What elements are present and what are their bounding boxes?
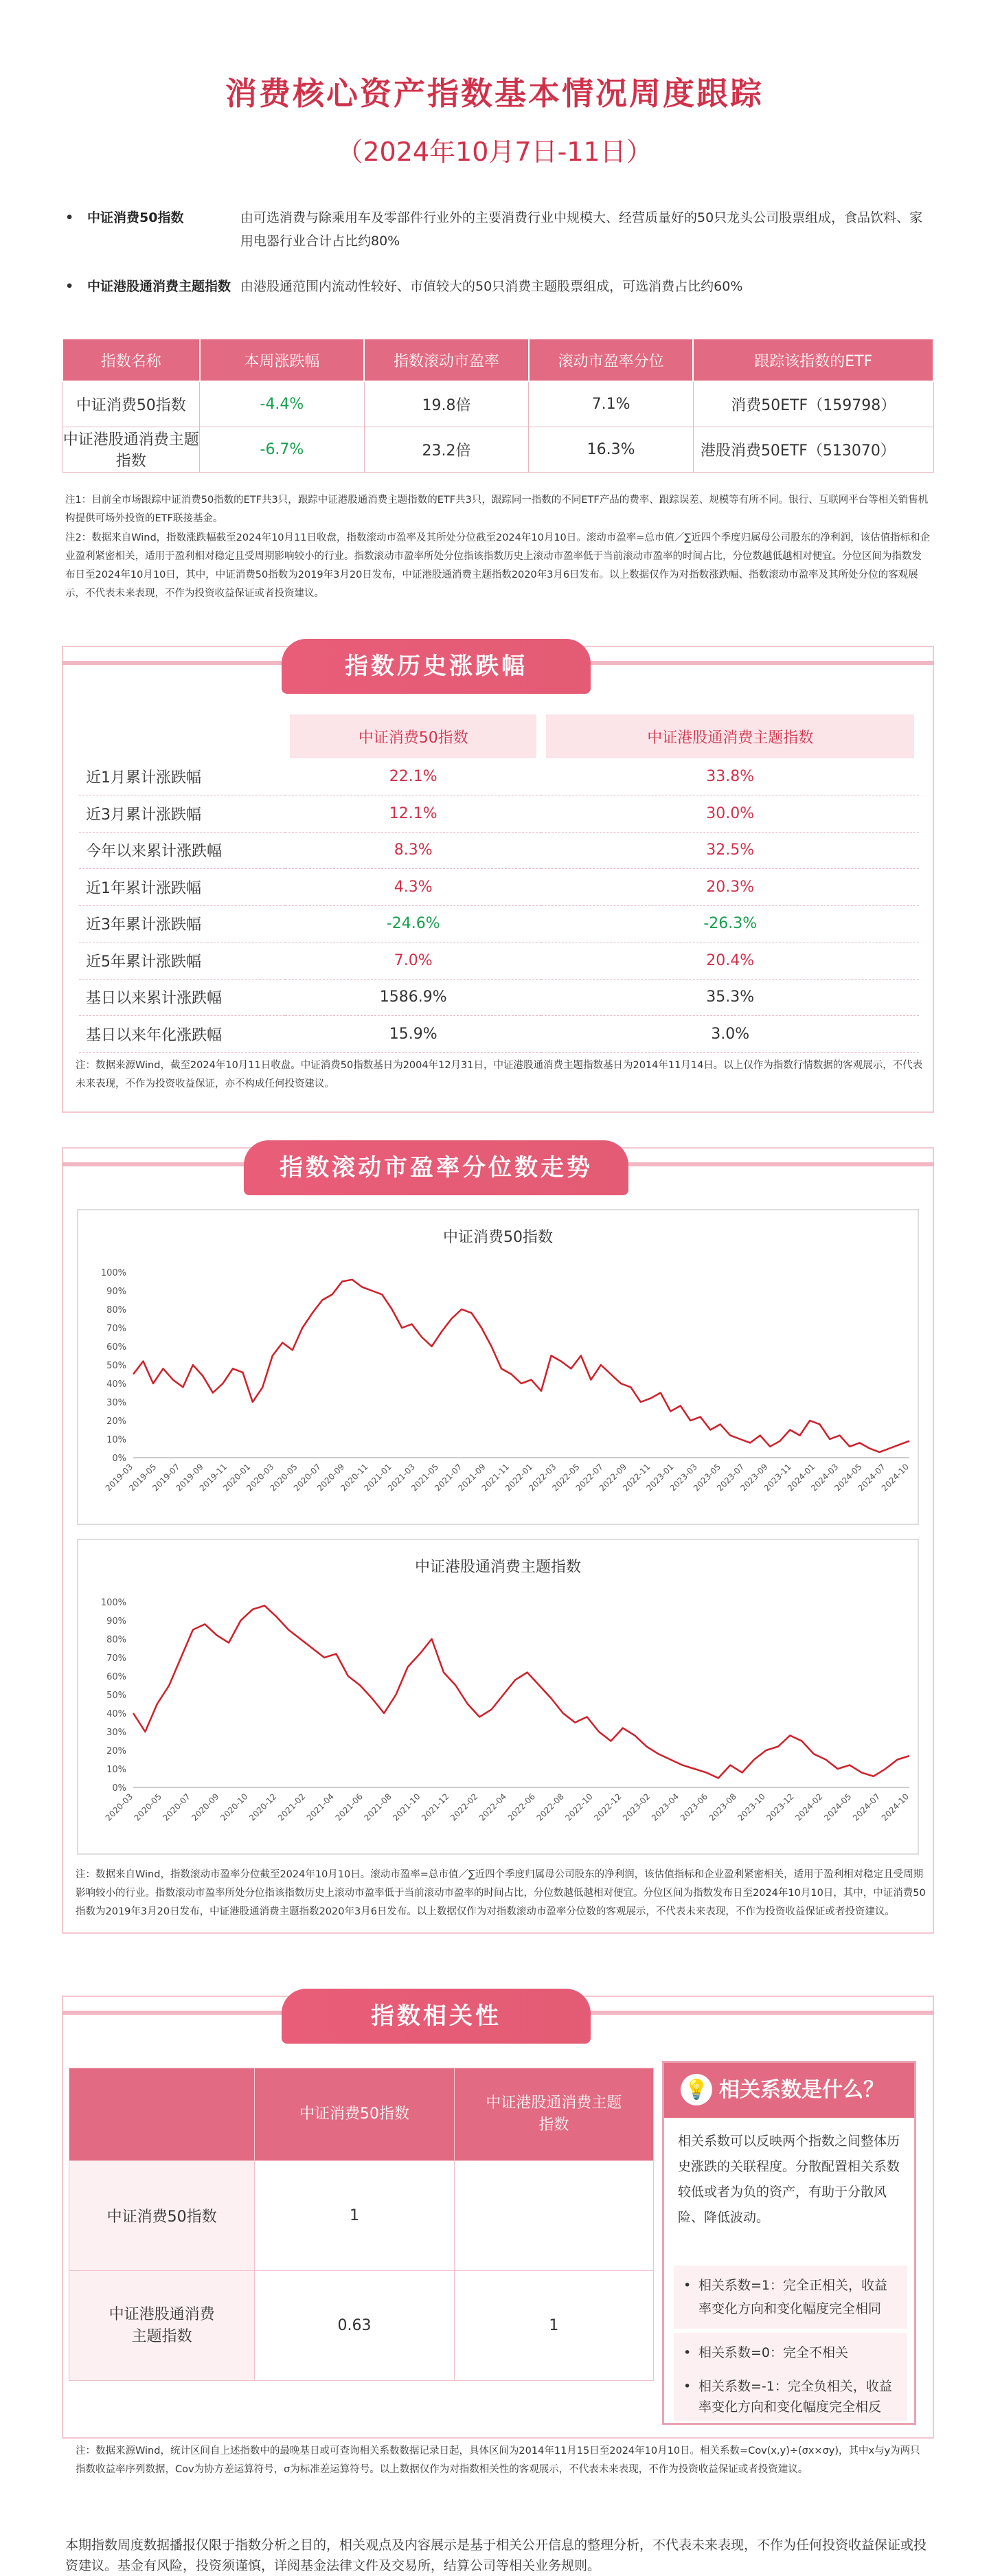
corr-value: 1 [255,2161,454,2271]
row-label: 基日以来年化涨跌幅 [79,1016,285,1053]
pe-ttm: 19.8倍 [364,381,529,427]
x-tick-label: 2022-07 [573,1462,605,1493]
table-row [79,832,919,869]
return-value: 8.3% [285,832,541,869]
intro-item-hk-consumer [65,275,937,323]
x-tick-label: 2022-06 [505,1792,538,1823]
col-header: 指数名称 [62,339,200,381]
return-value: 35.3% [541,979,919,1016]
y-tick-label: 10% [106,1435,126,1445]
table-row [79,869,919,906]
bullet: • [683,2278,692,2293]
y-tick-label: 50% [106,1361,126,1371]
y-tick-label: 70% [106,1324,126,1334]
explainer-item [674,2266,907,2329]
x-tick-label: 2024-03 [809,1462,841,1493]
x-tick-label: 2022-09 [597,1462,629,1493]
x-tick-label: 2020-12 [247,1792,279,1823]
return-value: 20.3% [541,869,919,906]
y-tick-label: 40% [106,1379,126,1390]
weekly-change: -6.7% [200,427,365,472]
chart-consumer50-svg [78,1210,920,1526]
row-label: 中证港股通消费主题指数 [69,2271,255,2381]
y-tick-label: 80% [106,1635,126,1645]
index-name: 中证消费50指数 [62,381,200,427]
x-tick-label: 2022-03 [527,1462,558,1493]
corr-value: 0.63 [255,2271,454,2381]
return-value: 1586.9% [285,979,541,1016]
x-tick-label: 2024-07 [850,1792,883,1823]
x-tick-label: 2023-01 [644,1462,676,1493]
x-tick-label: 2020-05 [132,1792,163,1823]
return-value: 20.4% [541,942,919,980]
return-value: 22.1% [285,758,541,795]
x-tick-label: 2022-08 [534,1792,566,1823]
page-subtitle: （2024年10月7日-11日） [337,137,652,167]
bullet: • [65,210,74,225]
x-tick-label: 2024-10 [879,1462,911,1493]
return-value: 7.0% [285,942,541,980]
x-tick-label: 2023-02 [621,1792,652,1823]
x-tick-label: 2020-09 [190,1792,221,1823]
etf-name: 港股消费50ETF（513070） [693,427,933,472]
x-tick-label: 2023-12 [764,1792,796,1823]
section-title: 指数历史涨跌幅 [282,639,591,694]
x-tick-label: 2022-11 [621,1462,652,1493]
weekly-change: -4.4% [200,381,365,427]
y-tick-label: 100% [100,1268,126,1278]
y-tick-label: 80% [106,1305,126,1315]
table-header-row [69,2068,654,2161]
x-tick-label: 2019-07 [150,1462,182,1493]
x-tick-label: 2020-07 [161,1792,192,1823]
row-label: 近3月累计涨跌幅 [79,795,285,833]
x-tick-label: 2020-10 [218,1792,250,1823]
chart-hk-consumer-svg [78,1540,920,1856]
y-tick-label: 50% [106,1691,126,1701]
x-tick-label: 2022-05 [550,1462,582,1493]
col-header: 指数滚动市盈率 [364,339,529,381]
x-tick-label: 2023-05 [691,1462,723,1493]
x-tick-label: 2022-01 [503,1462,535,1493]
y-tick-label: 0% [112,1454,126,1464]
etf-name: 消费50ETF（159798） [693,381,933,427]
y-tick-label: 90% [106,1616,126,1627]
row-label: 基日以来累计涨跌幅 [79,979,285,1016]
col-header: 中证消费50指数 [255,2068,454,2161]
table-row [79,905,919,942]
table-row [79,979,919,1016]
chart-consumer50 [77,1209,919,1525]
explainer-title-text: 相关系数是什么？ [719,2078,884,2102]
x-tick-label: 2020-05 [268,1462,299,1493]
x-tick-label: 2021-01 [362,1462,394,1493]
table-row [69,2161,654,2271]
note-2: 注2：数据来自Wind，指数涨跌幅截至2024年10月11日收盘，指数滚动市盈率及其所处分位截至2024年10月10日。滚动市盈率=总市值／∑近四个季度归属母公司股东的净利润，该估值指标和企业盈利紧密相关，适用于盈利相对稳定且受周期影响较小的行业。指数滚动市盈率所处分位指该指数历史上滚动市盈率低于当前滚动市盈率的时间占比，分位数越低越相对便宜。分位区间为指数发布日至2024年10月10日，其中，中证消费50指数为2019年3月20日发布，中证港股通消费主题指数2020年3月6日发布。以上数据仅作为对指数涨跌幅、指数滚动市盈率及其所处分位的客观展示，不代表未来表现，不作为投资收益保证或者投资建议。 [65,532,931,599]
return-value: 4.3% [285,869,541,906]
corr-value [454,2161,653,2271]
corr-value: 1 [454,2271,653,2381]
table-row [79,942,919,980]
x-tick-label: 2019-09 [174,1462,205,1493]
explainer-text: 相关系数可以反映两个指数之间整体历史涨跌的关联程度。分散配置相关系数较低或者为负的资产，有助于分散风险、降低波动。 [678,2134,900,2225]
return-value: -24.6% [285,905,541,942]
x-tick-label: 2021-05 [409,1462,441,1493]
note-1: 注1：目前全市场跟踪中证消费50指数的ETF共3只，跟踪中证港股通消费主题指数的ETF共3只，跟踪同一指数的不同ETF产品的费率、跟踪误差、规模等有所不同。银行、互联网平台等相关销售机构提供可场外投资的ETF联接基金。 [65,495,929,524]
col-header: 滚动市盈率分位 [529,339,694,381]
y-tick-label: 40% [106,1709,126,1719]
series-line [133,1605,909,1778]
correlation-explainer [662,2061,916,2425]
explainer-item [674,2372,907,2421]
index-name: 中证港股通消费主题指数 [62,427,200,472]
col-header-empty [79,714,285,758]
table-row [62,427,933,472]
return-value: 32.5% [541,832,919,869]
table-header-row [79,714,919,758]
y-tick-label: 0% [112,1783,126,1794]
y-tick-label: 10% [106,1765,126,1775]
pe-ttm: 23.2倍 [364,427,529,472]
intro-desc: 由可选消费与除乘用车及零部件行业外的主要消费行业中规模大、经营质量好的50只龙头公司股票组成，食品饮料、家用电器行业合计占比约80% [240,210,923,249]
col-header: 跟踪该指数的ETF [693,339,933,381]
x-tick-label: 2023-03 [668,1462,699,1493]
col-header: 中证港股通消费主题指数 [541,714,919,758]
pe-percentile-note: 注：数据来自Wind，指数滚动市盈率分位截至2024年10月10日。滚动市盈率=总市值／∑近四个季度归属母公司股东的净利润，该估值指标和企业盈利紧密相关，适用于盈利相对稳定且受周期影响较小的行业。指数滚动市盈率所处分位指该指数历史上滚动市盈率低于当前滚动市盈率的时间占比，分位数越低越相对便宜。分位区间为指数发布日至2024年10月10日，其中，中证消费50指数为2019年3月20日发布，中证港股通消费主题指数2020年3月6日发布。以上数据仅作为对指数滚动市盈率分位数的客观展示，不代表未来表现，不作为投资收益保证或者投资建议。 [76,1869,926,1917]
x-tick-label: 2020-03 [103,1792,135,1823]
x-tick-label: 2023-06 [678,1792,710,1823]
x-tick-label: 2020-11 [339,1462,370,1493]
y-tick-label: 90% [106,1287,126,1297]
x-tick-label: 2023-09 [738,1462,770,1493]
x-tick-label: 2019-05 [127,1462,159,1493]
x-tick-label: 2021-06 [333,1792,365,1823]
return-value: 3.0% [541,1016,919,1053]
row-label: 近1年累计涨跌幅 [79,869,285,906]
section-title: 指数相关性 [282,1989,591,2044]
section-title: 指数滚动市盈率分位数走势 [244,1140,628,1195]
y-tick-label: 30% [106,1398,126,1408]
intro-desc: 由港股通范围内流动性较好、市值较大的50只消费主题股票组成，可选消费占比约60% [240,279,743,294]
x-tick-label: 2021-02 [275,1792,308,1823]
x-tick-label: 2022-10 [563,1792,595,1823]
col-header: 本周涨跌幅 [200,339,365,381]
explainer-item [674,2333,907,2373]
x-tick-label: 2021-12 [420,1792,451,1823]
x-tick-label: 2024-07 [856,1462,887,1493]
y-tick-label: 30% [106,1728,126,1738]
correlation-note: 注：数据来源Wind，统计区间自上述指数中的最晚基日或可查询相关系数数据记录日起，具体区间为2014年11月15日至2024年10月10日。相关系数=Cov(x,y)÷(σx×σy)，其中x与y为两只指数收益率序列数据，Cov为协方差运算符号，σ为标准差运算符号。以上数据仅作为对指数相关性的客观展示，不代表未来表现，不作为投资收益保证或者投资建议。 [76,2445,920,2475]
x-tick-label: 2022-12 [592,1792,624,1823]
x-tick-label: 2024-02 [793,1792,825,1823]
x-tick-label: 2024-01 [785,1462,817,1493]
explainer-title [664,2063,914,2118]
row-label: 近1月累计涨跌幅 [79,758,285,795]
x-tick-label: 2024-10 [879,1792,911,1823]
x-tick-label: 2020-07 [291,1462,323,1493]
x-tick-label: 2019-03 [103,1462,135,1493]
intro-name: 中证消费50指数 [87,210,184,225]
x-tick-label: 2020-09 [315,1462,347,1493]
history-returns-note: 注：数据来源Wind，截至2024年10月11日收盘。中证消费50指数基日为2004年12月31日，中证港股通消费主题指数基日为2014年11月14日。以上仅作为指数行情数据的客观展示，不代表未来表现，不作为投资收益保证，亦不构成任何投资建议。 [76,1060,923,1089]
return-value: -26.3% [541,905,919,942]
return-value: 15.9% [285,1016,541,1053]
return-value: 33.8% [541,758,919,795]
x-tick-label: 2024-05 [832,1462,864,1493]
page-title: 消费核心资产指数基本情况周度跟踪 [225,75,764,112]
x-tick-label: 2023-10 [736,1792,767,1823]
explainer-item-text: 相关系数=0：完全不相关 [698,2345,849,2360]
x-tick-label: 2023-04 [649,1792,681,1823]
row-label: 今年以来累计涨跌幅 [79,832,285,869]
lightbulb-icon: 💡 [681,2074,712,2105]
explainer-item-text: 相关系数=1：完全正相关，收益率变化方向和变化幅度完全相同 [698,2278,888,2316]
x-tick-label: 2021-03 [385,1462,418,1493]
x-tick-label: 2021-04 [304,1792,337,1823]
explainer-item-text: 相关系数=-1：完全负相关，收益率变化方向和变化幅度完全相反 [698,2379,892,2415]
x-tick-label: 2024-05 [822,1792,854,1823]
y-tick-label: 60% [106,1342,126,1353]
table-row [79,1016,919,1053]
series-line [133,1280,909,1452]
row-label: 近3年累计涨跌幅 [79,905,285,942]
x-tick-label: 2021-11 [479,1462,512,1493]
bullet: • [65,279,74,294]
y-tick-label: 20% [106,1746,126,1756]
row-label: 近5年累计涨跌幅 [79,942,285,980]
bullet: • [683,2345,692,2360]
y-tick-label: 20% [106,1416,126,1427]
disclaimer-footer: 本期指数周度数据播报仅限于指数分析之目的，相关观点及内容展示是基于相关公开信息的整理分析，不代表未来表现，不作为任何投资收益保证或投资建议。基金有风险，投资须谨慎，详阅基金法律文件及交易所，结算公司等相关业务规则。 [65,2538,927,2573]
y-tick-label: 70% [106,1653,126,1664]
intro-item-consumer50 [65,206,937,254]
correlation-table [69,2068,654,2381]
pe-percentile: 7.1% [529,381,694,427]
y-tick-label: 60% [106,1672,126,1682]
table-header-row [62,339,933,381]
y-tick-label: 100% [100,1598,126,1608]
x-tick-label: 2021-09 [456,1462,488,1493]
chart-title: 中证港股通消费主题指数 [414,1559,581,1576]
x-tick-label: 2022-02 [448,1792,480,1823]
x-tick-label: 2022-04 [477,1792,509,1823]
chart-title: 中证消费50指数 [443,1229,553,1246]
index-summary-table [62,338,934,473]
x-tick-label: 2021-10 [391,1792,422,1823]
table-row [69,2271,654,2381]
x-tick-label: 2019-11 [197,1462,229,1493]
x-tick-label: 2023-11 [762,1462,793,1493]
history-returns-table [79,714,924,1053]
row-label: 中证消费50指数 [69,2161,255,2271]
return-value: 12.1% [285,795,541,833]
table-row [79,795,919,833]
bullet: • [683,2379,692,2394]
table-row [62,381,933,427]
chart-hk-consumer [77,1539,919,1855]
x-tick-label: 2023-08 [707,1792,739,1823]
intro-name: 中证港股通消费主题指数 [87,279,231,294]
x-tick-label: 2020-01 [220,1462,253,1493]
pe-percentile: 16.3% [529,427,694,472]
col-header: 中证港股通消费主题指数 [454,2068,653,2161]
table-row [79,758,919,795]
x-tick-label: 2021-08 [362,1792,394,1823]
x-tick-label: 2021-07 [433,1462,464,1493]
col-header-empty [69,2068,255,2161]
col-header: 中证消费50指数 [285,714,541,758]
x-tick-label: 2023-07 [715,1462,747,1493]
x-tick-label: 2020-03 [245,1462,276,1493]
return-value: 30.0% [541,795,919,833]
